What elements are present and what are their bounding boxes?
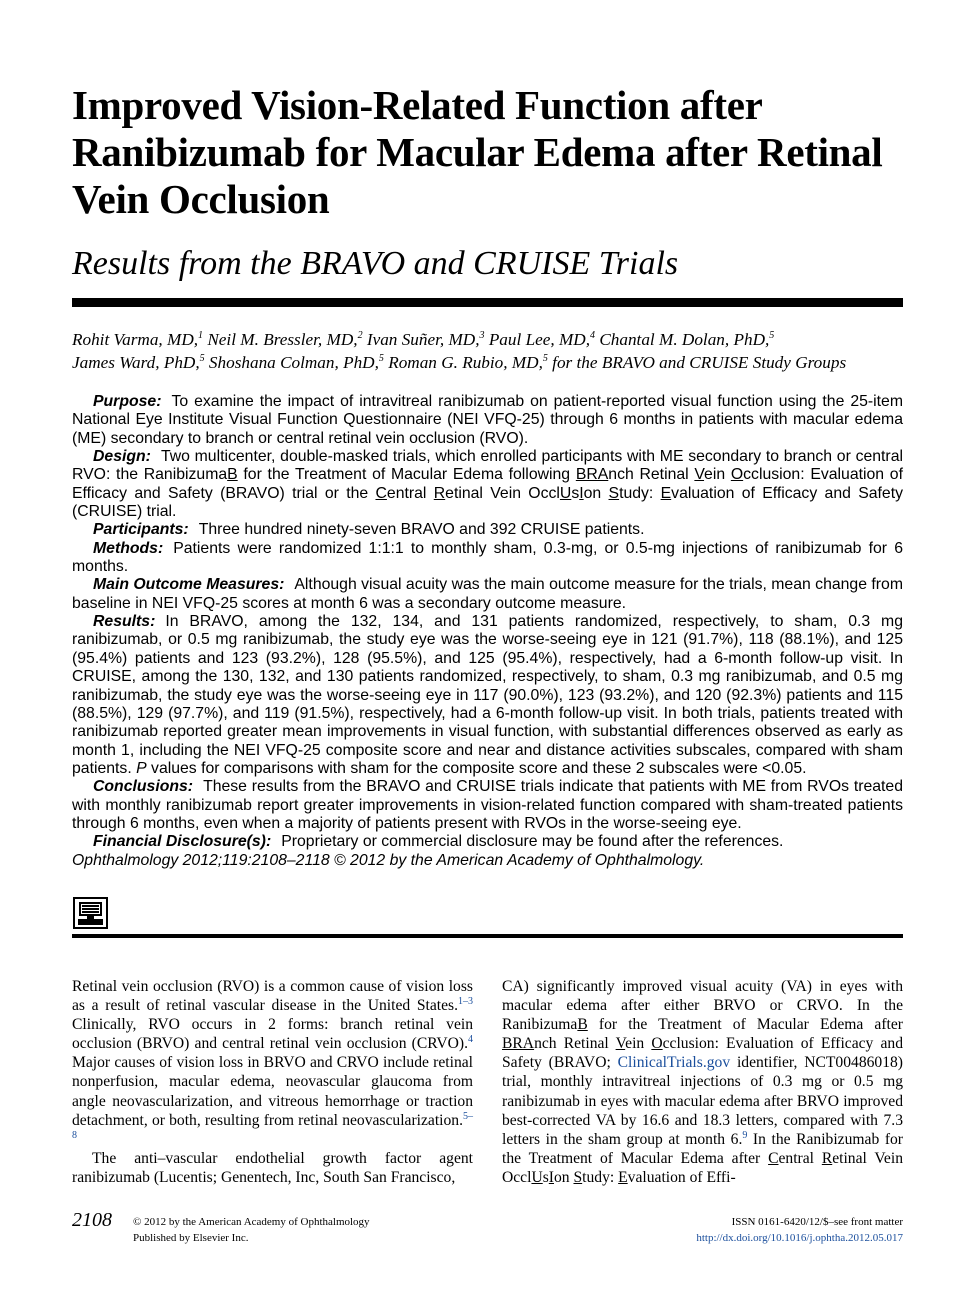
author-list: [72, 328, 907, 374]
design-text: C: [375, 484, 387, 502]
design-text: etinal Vein Occl: [445, 484, 560, 502]
clinicaltrials-link[interactable]: ClinicalTrials.gov: [617, 1054, 731, 1072]
footer-identifiers: [696, 1215, 903, 1246]
reference-link[interactable]: 1–3: [458, 996, 473, 1008]
body-text: V: [615, 1035, 626, 1053]
body-text: B: [577, 1016, 588, 1034]
body-paragraph: [502, 977, 903, 1187]
author: Roman G. Rubio, MD,: [388, 353, 543, 372]
abstract-outcome-measures: [72, 576, 903, 613]
section-text: P: [136, 759, 147, 777]
design-text: E: [660, 484, 672, 502]
section-text: In BRAVO, among the 132, 134, and 131 patients randomized, respectively, to sham, 0.3 mg ranibizumab, or 0.5 mg ranibizumab, the study eye was the worse-seeing eye in 121 (91.7%), 118 (88.1%), and 125 (95.4%) patients and 123 (93.2%), 128 (95.5%), and 125 (95.4%), respectively, had a 6-month follow-up visit. In CRUISE, among the 130, 132, and 130 patients randomized, respectively, to sham, 0.3 mg ranibizumab, and 0.5 mg ranibizumab, the study eye was the worse-seeing eye in 117 (90.0%), 123 (93.2%), and 120 (92.3%) patients and 115 (88.5%), 129 (97.7%), and 119 (91.5%), respectively, had a 6-month follow-up visit. In both trials, patients treated with ranibizumab reported greater mean improvements in visual function, with substantial differences observed as early as month 1, including the NEI VFQ-25 composite score and near and distance activities subscales, compared with sham patients.: [72, 613, 903, 777]
design-text: U: [559, 484, 572, 502]
author: Chantal M. Dolan, PhD,: [599, 330, 770, 349]
section-text: Patients were randomized 1:1:1 to monthly sham, 0.3-mg, or 0.5-mg injections of ranibizumab for 6 months.: [72, 539, 903, 576]
author: Paul Lee, MD,: [488, 330, 591, 349]
affiliation-marker: 5: [542, 353, 548, 364]
body-text: I: [548, 1168, 554, 1186]
body-text: S: [573, 1168, 583, 1186]
body-text: C: [768, 1149, 779, 1167]
abstract-participants: [72, 521, 903, 539]
body-text: entral: [778, 1149, 822, 1167]
body-text: identifier, NCT00486018) trial, monthly intravitreal injections of 0.3 mg or 0.5 mg ranibizumab in eyes with macular edema after BRVO improved best-corrected VA by 16.6 and 18.3 letters, compared with 7.3 letters in the sham group at month 6.: [502, 1054, 904, 1148]
reference-link[interactable]: 9: [742, 1129, 748, 1141]
body-text: for the Treatment of Macular Edema after: [587, 1016, 903, 1034]
design-text: s: [571, 484, 580, 502]
body-text: O: [651, 1035, 663, 1053]
author: James Ward, PhD,: [72, 353, 200, 372]
footer-copyright: [133, 1215, 370, 1246]
abstract: [72, 393, 903, 870]
body-text: Major causes of vision loss in BRVO and CRVO include retinal nonperfusion, macular edema, neovascular glaucoma from angle neovascularization, and vitreous hemorrhage or traction detachment, or both, resulting from retinal neovascularization.: [72, 1054, 473, 1129]
body-paragraph: [72, 977, 473, 1149]
section-label: Methods:: [93, 539, 164, 557]
design-text: Two multicenter, double-masked trials, which enrolled participants with ME secondary to branch or central RVO: the Ranibizuma: [72, 448, 903, 484]
affiliation-marker: 5: [769, 330, 775, 341]
body-paragraph: The anti–vascular endothelial growth factor agent ranibizumab (Lucentis; Genentech, Inc, South San Francisco,: [72, 1149, 473, 1186]
body-text: s: [542, 1168, 549, 1186]
section-label: Participants:: [93, 521, 189, 539]
section-label: Results:: [93, 613, 156, 631]
body-text: Retinal vein occlusion (RVO) is a common cause of vision loss as a result of retinal vascular disease in the United States.: [72, 978, 473, 1015]
article-title: Improved Vision-Related Function after Ranibizumab for Macular Edema after Retinal Vein Occlusion: [72, 82, 883, 222]
affiliation-marker: 4: [590, 330, 596, 341]
publisher-line: Published by Elsevier Inc.: [133, 1231, 249, 1244]
abstract-citation: Ophthalmology 2012;119:2108–2118 © 2012 by the American Academy of Ophthalmology.: [72, 851, 705, 869]
body-text: In the Ranibizumab for the Treatment of Macular Edema after: [502, 1130, 903, 1167]
study-group: for the BRAVO and CRUISE Study Groups: [552, 353, 847, 372]
section-text: Three hundred ninety-seven BRAVO and 392 CRUISE patients.: [198, 521, 645, 539]
design-text: entral: [386, 484, 434, 502]
design-text: valuation of Efficacy and Safety (CRUISE) trial.: [72, 484, 903, 521]
article-subtitle: Results from the BRAVO and CRUISE Trials: [72, 245, 679, 282]
body-column-right: [502, 977, 903, 1187]
design-text: I: [579, 484, 584, 502]
body-column-left: [72, 977, 473, 1187]
body-text: U: [531, 1168, 543, 1186]
affiliation-marker: 1: [198, 330, 204, 341]
section-text: Although visual acuity was the main outcome measure for the trials, mean change from baseline in NEI VFQ-25 scores at month 6 was a secondary outcome measure.: [72, 576, 903, 612]
abstract-purpose: [72, 393, 903, 448]
design-text: for the Treatment of Macular Edema following: [237, 466, 576, 484]
affiliation-marker: 3: [479, 330, 485, 341]
body-text: tudy:: [582, 1168, 619, 1186]
body-text: valuation of Effi-: [627, 1168, 736, 1186]
section-text: values for comparisons with sham for the composite score and these 2 subscales were <0.05.: [146, 759, 807, 777]
author: Shoshana Colman, PhD,: [208, 353, 379, 372]
abstract-conclusions: [72, 778, 903, 833]
section-label: Conclusions:: [93, 778, 194, 796]
body-text: on: [553, 1168, 574, 1186]
affiliation-marker: 2: [357, 330, 363, 341]
abstract-design: [72, 448, 903, 521]
issn-line: ISSN 0161-6420/12/$–see front matter: [731, 1216, 903, 1228]
doi-link[interactable]: http://dx.doi.org/10.1016/j.ophtha.2012.05.017: [696, 1231, 903, 1244]
section-label: Design:: [93, 448, 151, 466]
author: Rohit Varma, MD,: [72, 330, 199, 349]
design-text: S: [608, 484, 620, 502]
body-text: cclusion: Evaluation of Efficacy and Safety (BRAVO;: [502, 1035, 903, 1072]
design-text: V: [694, 466, 705, 484]
affiliation-marker: 5: [199, 353, 205, 364]
design-text: R: [433, 484, 446, 502]
design-text: B: [227, 466, 238, 484]
design-text: on: [583, 484, 609, 502]
author: Neil M. Bressler, MD,: [207, 330, 358, 349]
body-text: BRA: [502, 1035, 535, 1053]
computer-monitor-icon[interactable]: [73, 897, 108, 929]
body-text: CA) significantly improved visual acuity (VA) in eyes with macular edema after either BRVO or CRVO. In the Ranibizuma: [502, 978, 903, 1034]
copyright-line: © 2012 by the American Academy of Ophthalmology: [133, 1216, 370, 1228]
affiliation-marker: 5: [378, 353, 384, 364]
reference-link[interactable]: 4: [468, 1034, 473, 1046]
body-text: Clinically, RVO occurs in 2 forms: branch retinal vein occlusion (BRVO) and central retinal vein occlusion (CRVO).: [72, 1016, 473, 1053]
reference-link[interactable]: 5–8: [72, 1110, 473, 1141]
body-text: nch Retinal: [534, 1035, 616, 1053]
design-text: BRA: [575, 466, 609, 484]
title-divider: [72, 298, 903, 307]
section-text: Proprietary or commercial disclosure may be found after the references.: [281, 833, 784, 851]
section-label: Financial Disclosure(s):: [93, 833, 272, 851]
design-text: O: [730, 466, 744, 484]
design-text: ein: [704, 466, 731, 484]
abstract-disclosure: [72, 833, 903, 851]
section-text: To examine the impact of intravitreal ranibizumab on patient-reported visual function using the 25-item National Eye Institute Visual Function Questionnaire (NEI VFQ-25) through 6 months in patients with macular edema (ME) secondary to branch or central retinal vein occlusion (RVO).: [72, 393, 903, 447]
abstract-results: [72, 613, 903, 778]
section-text: These results from the BRAVO and CRUISE trials indicate that patients with ME from RVOs treated with monthly ranibizumab report greater improvements in vision-related function compared with sham-treated patients through 6 months, even when a majority of patients present with RVOs in the worse-seeing eye.: [72, 778, 903, 832]
design-text: cclusion: Evaluation of Efficacy and Safety (BRAVO) trial or the: [72, 466, 903, 502]
abstract-methods: [72, 540, 903, 577]
body-text: R: [821, 1149, 833, 1167]
body-text: etinal Vein Occl: [502, 1149, 903, 1186]
section-label: Purpose:: [93, 393, 162, 410]
page-number: 2108: [72, 1209, 112, 1231]
body-text: E: [618, 1168, 628, 1186]
design-text: nch Retinal: [608, 466, 695, 484]
abstract-divider: [72, 934, 903, 938]
author: Ivan Suñer, MD,: [366, 330, 480, 349]
body-text: ein: [625, 1035, 652, 1053]
design-text: tudy:: [619, 484, 661, 502]
section-label: Main Outcome Measures:: [93, 576, 285, 594]
